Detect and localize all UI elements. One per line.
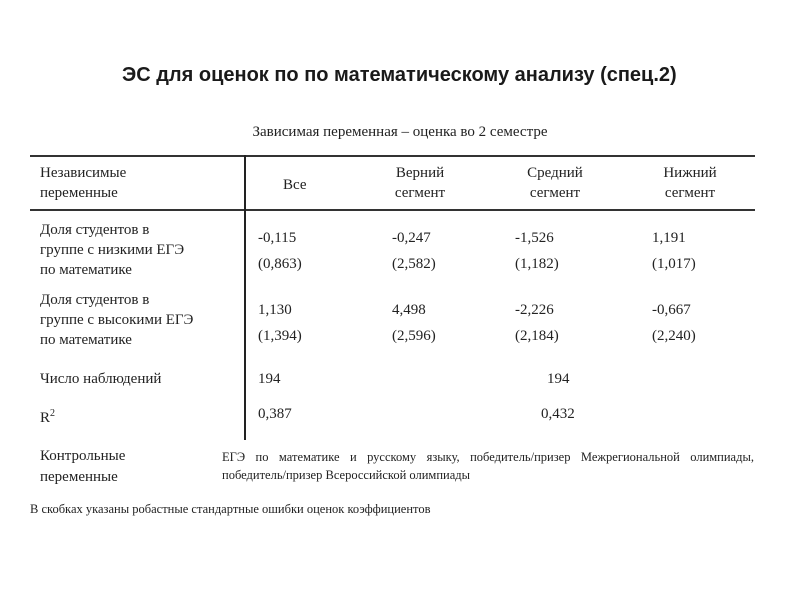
- row-label-r2: [40, 404, 55, 428]
- header-line: переменные: [40, 185, 118, 201]
- label-line: Доля студентов в: [40, 222, 150, 238]
- coef: 1,130: [258, 302, 292, 318]
- label-line: Контрольные: [40, 448, 126, 464]
- coef: -2,226: [515, 302, 554, 318]
- cell-upper: [392, 228, 436, 274]
- footnote: В скобках указаны робастные стандартные ошибки оценок коэффициентов: [30, 502, 431, 516]
- coef: 4,498: [392, 302, 426, 318]
- label-line: переменные: [40, 469, 118, 485]
- row-label-n-obs: Число наблюдений: [40, 371, 162, 387]
- header-line: Верний: [395, 165, 445, 181]
- controls-text: ЕГЭ по математике и русскому языку, победитель/призер Межрегиональной олимпиады, победитель/призер Всероссийской олимпиады: [222, 450, 754, 482]
- header-rule: [30, 209, 755, 211]
- std-error: (2,582): [392, 256, 436, 272]
- header-lower-segment: [645, 163, 735, 203]
- cell-lower: [652, 228, 696, 274]
- header-line: сегмент: [664, 185, 716, 201]
- std-error: (1,394): [258, 328, 302, 344]
- cell-middle: [515, 228, 559, 274]
- header-line: Независимые: [40, 165, 127, 181]
- slide-title: ЭС для оценок по по математическому анализу (спец.2): [122, 64, 677, 86]
- table-caption: Зависимая переменная – оценка во 2 семестре: [252, 124, 548, 140]
- label-line: группе с высокими ЕГЭ: [40, 312, 194, 328]
- header-line: сегмент: [394, 185, 446, 201]
- std-error: (1,017): [652, 256, 696, 272]
- top-rule: [30, 155, 755, 157]
- std-error: (2,184): [515, 328, 559, 344]
- label-line: по математике: [40, 262, 132, 278]
- row-label-controls: [40, 446, 125, 488]
- r2-letter: R: [40, 410, 51, 426]
- cell-middle: [515, 300, 559, 346]
- n-obs-segments: 194: [547, 371, 570, 387]
- cell-lower: [652, 300, 696, 346]
- header-line: Средний: [527, 165, 583, 181]
- header-all: Все: [283, 177, 307, 193]
- std-error: (1,182): [515, 256, 559, 272]
- cell-all: [258, 300, 302, 346]
- header-line: Нижний: [663, 165, 717, 181]
- header-upper-segment: [380, 163, 460, 203]
- header-line: сегмент: [529, 185, 581, 201]
- label-line: Доля студентов в: [40, 292, 150, 308]
- label-line: по математике: [40, 332, 132, 348]
- r2-superscript: 2: [50, 408, 56, 419]
- r2-segments: 0,432: [541, 406, 575, 422]
- coef: -0,667: [652, 302, 691, 318]
- std-error: (0,863): [258, 256, 302, 272]
- std-error: (2,240): [652, 328, 696, 344]
- cell-all: [258, 228, 302, 274]
- row-label-low-ege: [40, 220, 184, 280]
- coef: -0,115: [258, 230, 297, 246]
- header-independent-vars: [40, 163, 126, 203]
- n-obs-all: 194: [258, 371, 281, 387]
- coef: 1,191: [652, 230, 686, 246]
- cell-upper: [392, 300, 436, 346]
- coef: -0,247: [392, 230, 431, 246]
- header-middle-segment: [510, 163, 600, 203]
- r2-all: 0,387: [258, 406, 292, 422]
- column-divider: [244, 155, 246, 440]
- label-line: группе с низкими ЕГЭ: [40, 242, 185, 258]
- std-error: (2,596): [392, 328, 436, 344]
- row-label-high-ege: [40, 290, 193, 350]
- coef: -1,526: [515, 230, 554, 246]
